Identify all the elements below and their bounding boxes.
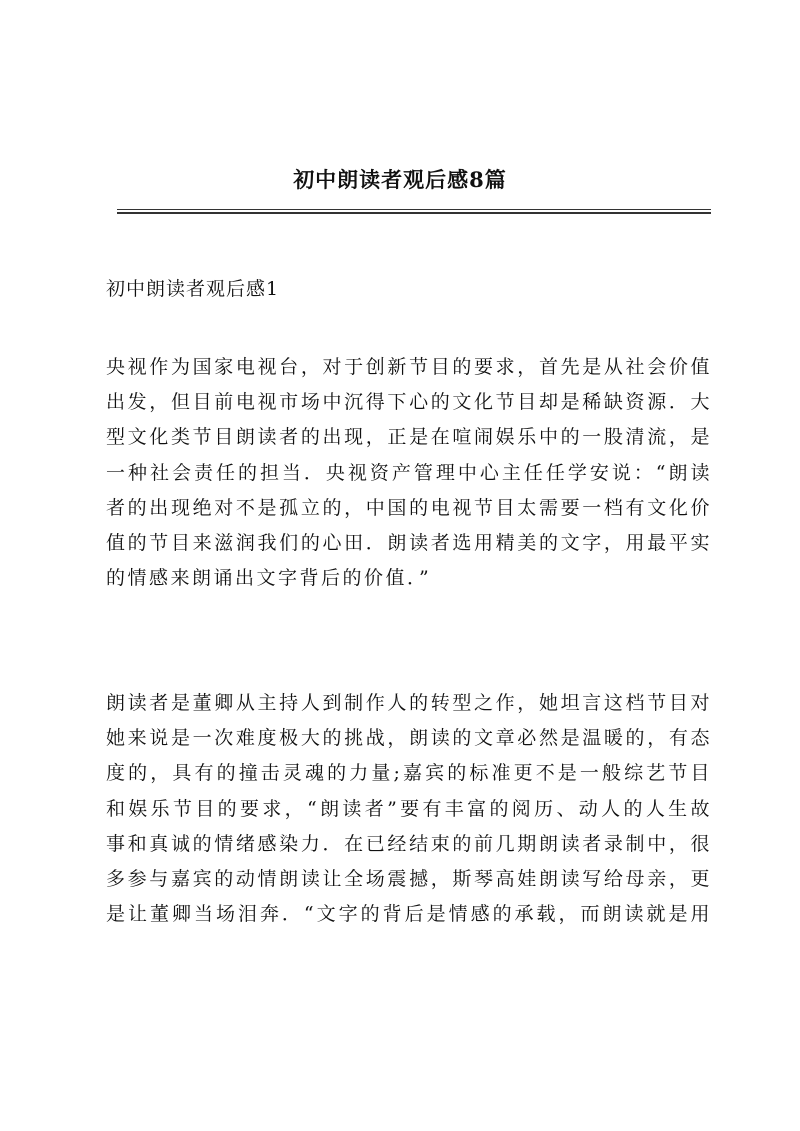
paragraph-line: 央视作为国家电视台，对于创新节目的要求，首先是从社会价值	[106, 356, 712, 378]
paragraph-line: 度的，具有的撞击灵魂的力量;嘉宾的标准更不是一般综艺节目	[106, 762, 712, 785]
paragraph-line: 值的节目来滋润我们的心田．朗读者选用精美的文字，用最平实	[106, 532, 712, 555]
paragraph-line: 是让董卿当场泪奔．“文字的背后是情感的承载，而朗读就是用	[106, 903, 712, 926]
paragraph-1	[106, 350, 712, 596]
paragraph-line: 和娱乐节目的要求，“朗读者”要有丰富的阅历、动人的人生故	[106, 797, 712, 820]
paragraph-line: 朗读者是董卿从主持人到制作人的转型之作，她坦言这档节目对	[106, 692, 712, 714]
paragraph-line: 事和真诚的情绪感染力．在已经结束的前几期朗读者录制中，很	[106, 832, 712, 855]
paragraph-2	[106, 686, 712, 932]
paragraph-line: 出发，但目前电视市场中沉得下心的文化节目却是稀缺资源．大	[106, 391, 712, 414]
section-heading: 初中朗读者观后感1	[106, 278, 280, 300]
title-divider	[117, 209, 711, 214]
paragraph-line: 型文化类节目朗读者的出现，正是在喧闹娱乐中的一股清流，是	[106, 426, 712, 449]
paragraph-line: 者的出现绝对不是孤立的，中国的电视节目太需要一档有文化价	[106, 496, 712, 519]
paragraph-line: 一种社会责任的担当．央视资产管理中心主任任学安说：“朗读	[106, 461, 712, 484]
paragraph-line: 的情感来朗诵出文字背后的价值．”	[106, 567, 432, 590]
paragraph-line: 多参与嘉宾的动情朗读让全场震撼，斯琴高娃朗读写给母亲，更	[106, 868, 712, 891]
paragraph-line: 她来说是一次难度极大的挑战，朗读的文章必然是温暖的，有态	[106, 727, 712, 750]
document-title: 初中朗读者观后感8篇	[293, 167, 507, 192]
